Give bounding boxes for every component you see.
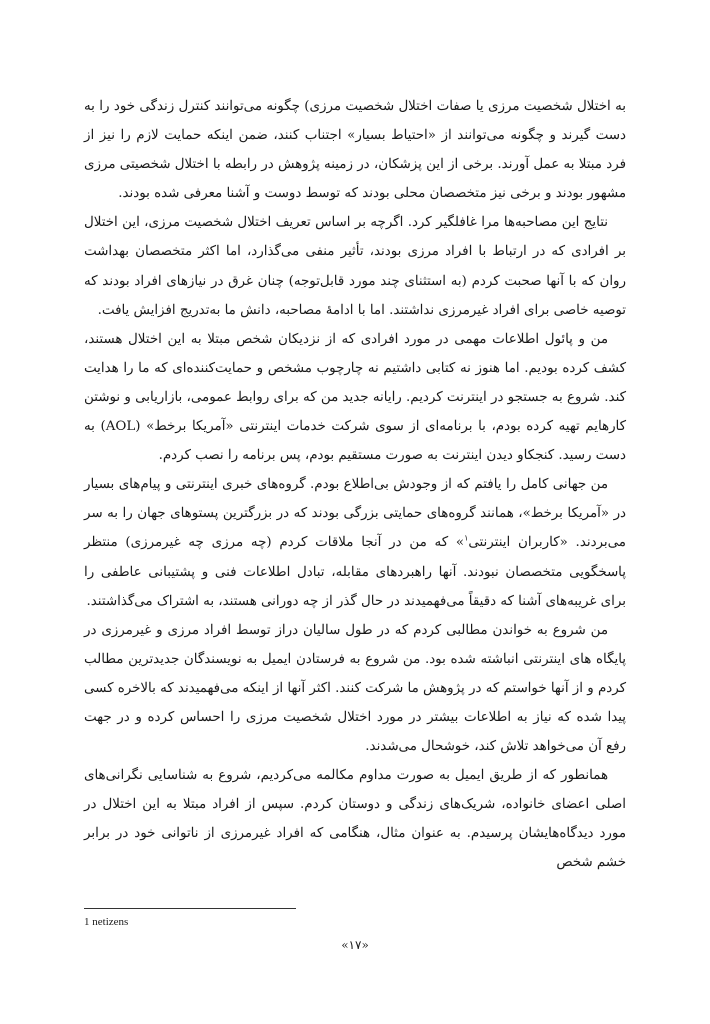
- footnote-divider: [84, 908, 296, 909]
- footnote: 1 netizens: [84, 916, 129, 928]
- body-text: [84, 92, 626, 878]
- paragraph-4: [84, 470, 626, 615]
- paragraph-4-part-2: » که من در آنجا ملاقات کردم (چه مرزی چه غیرمرزی) منتظر پاسخگویی متخصصان نبودند. آنها راهبردهای مقابله، تبادل اطلاعات فنی و پشتیبانی عاطفی را برای غریبه‌های آشنا که دقیقاً می‌فهمیدند در حال گذر از چه دورانی هستند، به اشتراک می‌گذاشتند.: [84, 535, 626, 609]
- footnote-marker[interactable]: ۱: [464, 533, 469, 543]
- paragraph-1: به اختلال شخصیت مرزی یا صفات اختلال شخصیت مرزی) چگونه می‌توانند کنترل زندگی خود را به دست گیرند و چگونه می‌توانند از «احتیاط بسیار» اجتناب کنند، ضمن اینکه حمایت لازم را نیز از فرد مبتلا به عمل آورند. برخی از این پزشکان، در زمینه پژوهش در رابطه با اختلال شخصیتی مرزی مشهور بودند و برخی نیز متخصصان محلی بودند که توسط دوست و آشنا معرفی شده بودند.: [84, 99, 626, 202]
- paragraph-3: من و پائول اطلاعات مهمی در مورد افرادی که از نزدیکان شخص مبتلا به این اختلال هستند، کشف کرده بودیم. اما هنوز نه کتابی داشتیم نه چارچوب مشخص و حمایت‌کننده‌ای که ما را هدایت کند. شروع به جستجو در اینترنت کردیم. رایانه جدید من که برای روابط عمومی، بازاریابی و نوشتن کارهایم تهیه کرده بودم، با برنامه‌ای از سوی شرکت خدمات اینترنتی «آمریکا برخط» (AOL) به دست رسید. کنجکاو دیدن اینترنت به صورت مستقیم بودم، پس برنامه را نصب کردم.: [84, 331, 627, 464]
- page-number: «۱۷»: [341, 938, 369, 952]
- paragraph-5: من شروع به خواندن مطالبی کردم که در طول سالیان دراز توسط افراد مرزی و غیرمرزی در پایگاه های اینترنتی انباشته شده بود. من شروع به فرستادن ایمیل به نویسندگان جدیدترین مطالب کردم و از آنها خواستم که در پژوهش ما شرکت کنند. اکثر آنها از اینکه می‌فهمیدند که بالاخره کسی پیدا شده که نیاز به اطلاعات بیشتر در مورد اختلال شخصیت مرزی را احساس کرده و در جهت رفع آن می‌خواهد تلاش کند، خوشحال می‌شدند.: [83, 622, 626, 755]
- paragraph-4-part-1: من جهانی کامل را یافتم که از وجودش بی‌اطلاع بودم. گروه‌های خبری اینترنتی و پیام‌های بسیار در «آمریکا برخط»، همانند گروه‌های حمایتی بزرگی بودند که در بزرگترین پستوهای جهان را به سر می‌بردند. «کاربران اینترنتی: [84, 477, 626, 551]
- paragraph-2: نتایج این مصاحبه‌ها مرا غافلگیر کرد. اگرچه بر اساس تعریف اختلال شخصیت مرزی، این اختلال بر افرادی که در ارتباط با افراد مرزی بودند، تأثیر منفی می‌گذارد، اما اکثر متخصصان بهداشت روان که با آنها صحبت کردم (به استثنای چند مورد قابل‌توجه) چنان غرق در نیازهای افراد بودند که توصیه خاصی برای افراد غیرمرزی نداشتند. اما با ادامهٔ مصاحبه، دانش ما به‌تدریج افزایش یافت.: [84, 215, 626, 318]
- paragraph-6: همانطور که از طریق ایمیل به صورت مداوم مکالمه می‌کردیم، شروع به شناسایی نگرانی‌های اصلی اعضای خانواده، شریک‌های زندگی و دوستان کردم. سپس از افراد مبتلا به این اختلال در مورد دیدگاه‌هایشان پرسیدم. به عنوان مثال، هنگامی که افراد غیرمرزی از ناتوانی خود در برابر خشم شخص: [84, 768, 626, 871]
